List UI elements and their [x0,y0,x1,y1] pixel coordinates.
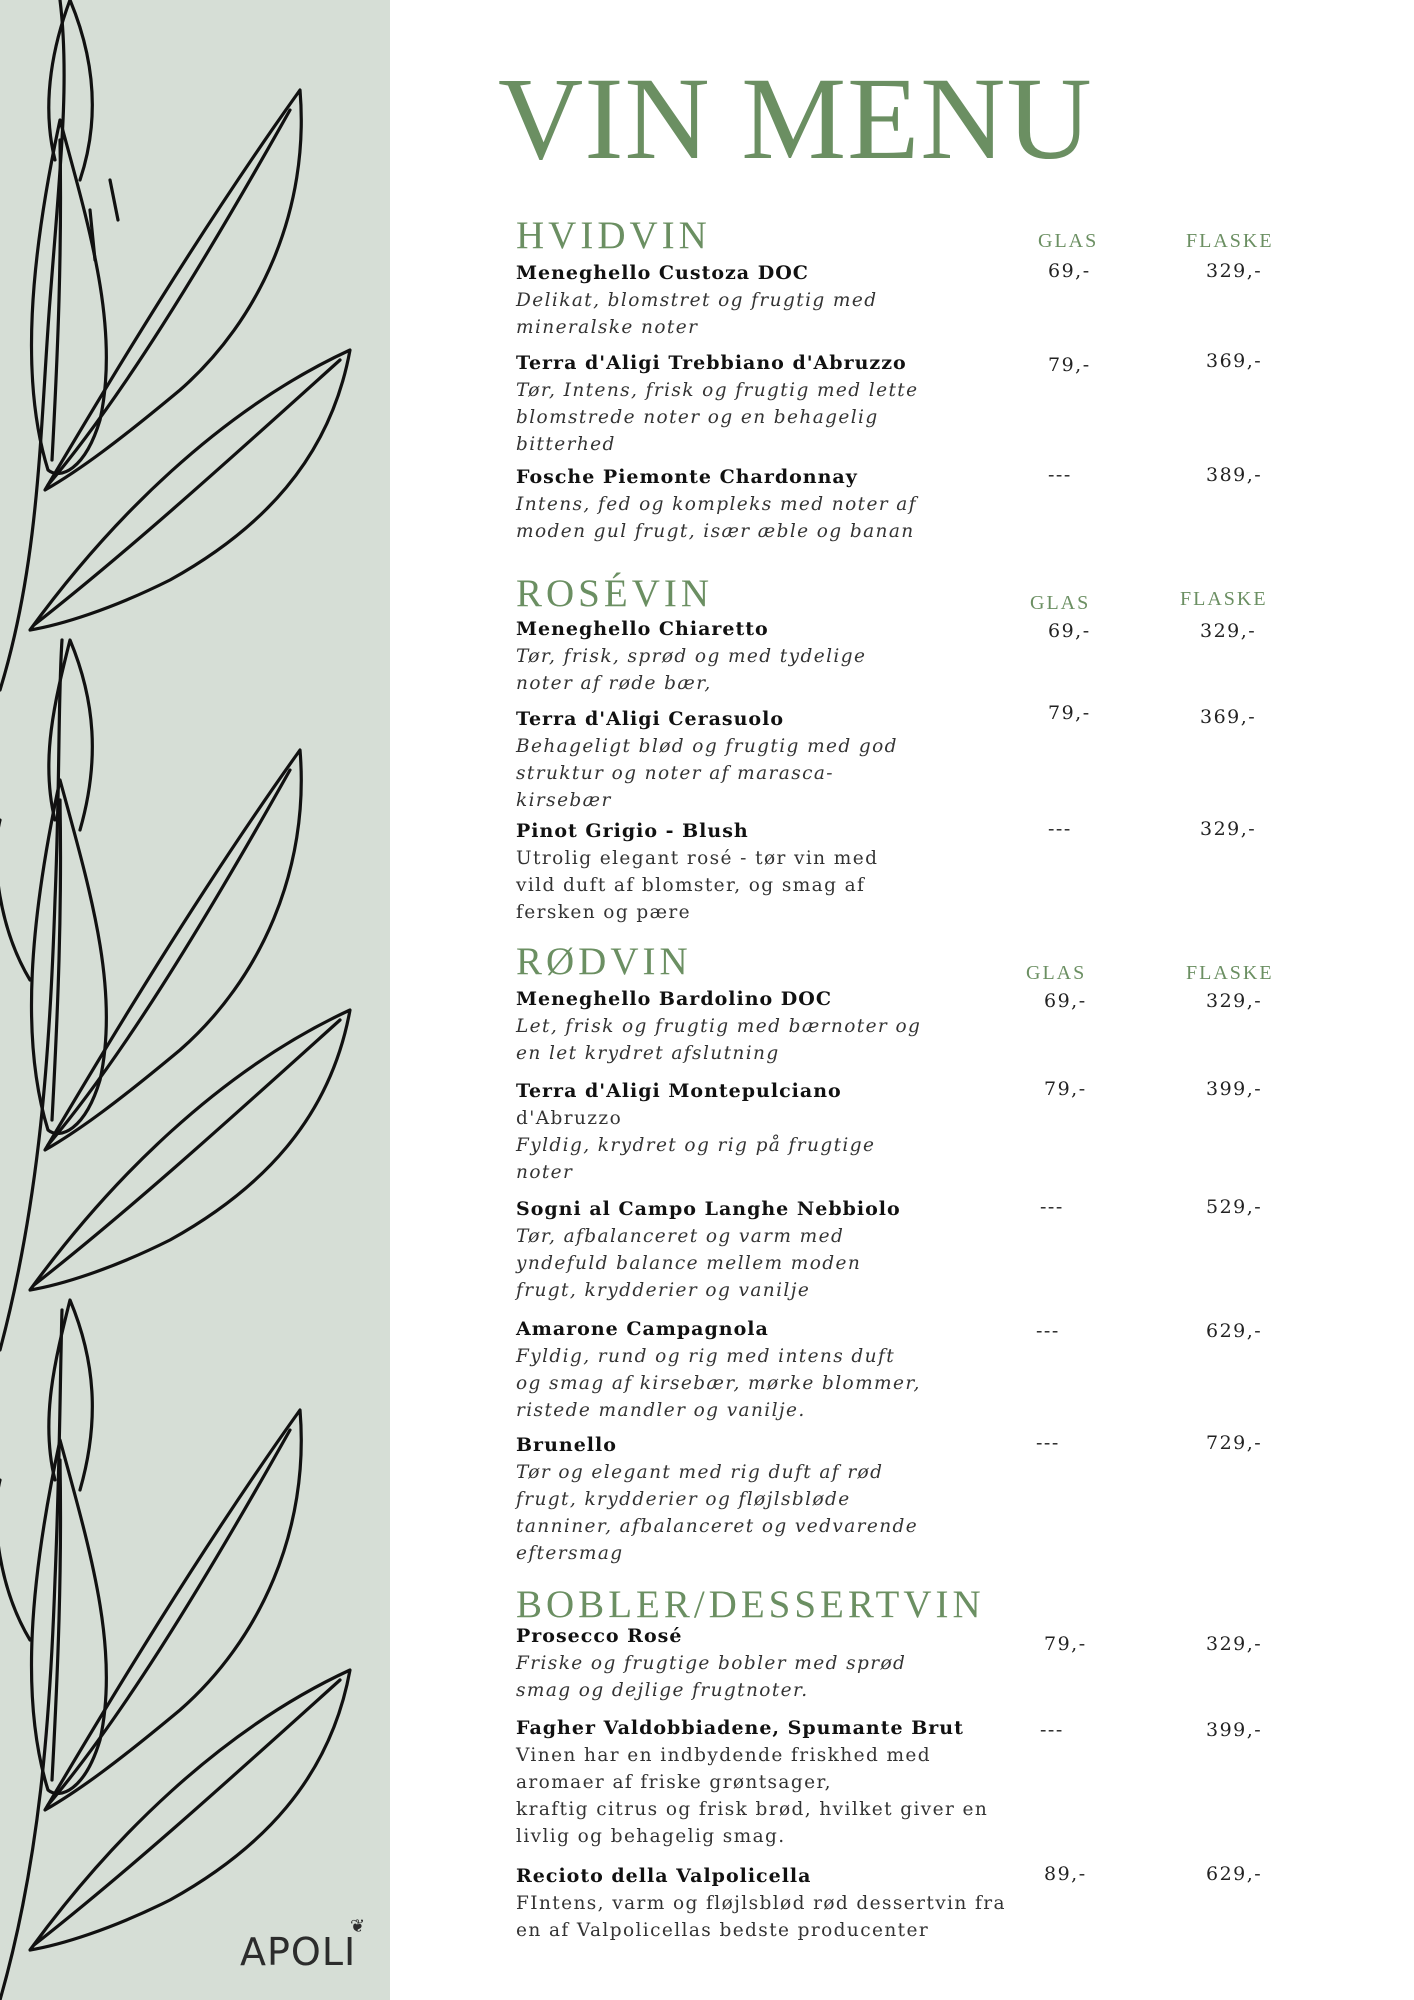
price-glass: --- [1048,818,1072,840]
price-glass: 69,- [1044,990,1087,1012]
price-glass: --- [1040,1719,1064,1741]
column-header-bottle: FLASKE [1186,962,1274,984]
section-rosevin [516,572,1316,923]
section-title: BOBLER/DESSERTVIN [516,1583,985,1626]
wine-item [516,1316,1316,1424]
price-bottle: 329,- [1206,1633,1263,1655]
wine-name: Terra d'Aligi Trebbiano d'Abruzzo [516,352,907,374]
wine-description: Tør og elegant med rig duft af rød frugt, krydderier og fløjlsbløde tanniner, afbalanceret og vedvarende eftersmag [516,1462,919,1564]
wine-item [516,702,1316,814]
section-title: RØDVIN [516,940,692,983]
price-glass: 79,- [1048,354,1091,376]
price-glass: 69,- [1048,620,1091,642]
section-title: HVIDVIN [516,214,711,257]
wine-description: Tør, afbalanceret og varm med yndefuld balance mellem moden frugt, krydderier og vanilje [516,1226,862,1301]
price-bottle: 329,- [1200,818,1257,840]
wine-item [516,464,1316,545]
section-title: ROSÉVIN [516,572,714,615]
price-bottle: 329,- [1200,620,1257,642]
wine-item [516,1715,1316,1850]
wine-description: Delikat, blomstret og frugtig med mineralske noter [516,290,878,338]
wine-name: Meneghello Chiaretto [516,618,769,640]
wine-name: Amarone Campagnola [516,1318,769,1340]
wine-description: Fyldig, krydret og rig på frugtige noter [516,1135,876,1183]
price-glass: 79,- [1048,702,1091,724]
wine-name: Brunello [516,1434,617,1456]
wine-item [516,1432,1316,1567]
leaf-branch-illustration [0,0,390,2000]
wine-item [516,1863,1316,1944]
price-glass: --- [1036,1320,1060,1342]
wine-name: Terra d'Aligi Montepulciano [516,1080,842,1102]
wine-item [516,818,1316,926]
wine-description: Tør, frisk, sprød og med tydelige noter af røde bær, [516,646,867,694]
wine-description: Behageligt blød og frugtig med god struktur og noter af marasca- kirsebær [516,736,898,811]
price-bottle: 369,- [1206,350,1263,372]
wine-name-continued: d'Abruzzo [516,1108,623,1129]
price-bottle: 729,- [1206,1432,1263,1454]
wine-description: Vinen har en indbydende friskhed med aromaer af friske grøntsager, kraftig citrus og frisk brød, hvilket giver en livlig og behagelig smag. [516,1745,989,1847]
wine-item [516,350,1316,458]
section-hvidvin [516,214,1316,542]
wine-name: Pinot Grigio - Blush [516,820,749,842]
price-glass: --- [1048,464,1072,486]
wine-description: Utrolig elegant rosé - tør vin med vild duft af blomster, og smag af fersken og pære [516,848,879,923]
column-header-bottle: FLASKE [1180,588,1268,610]
price-bottle: 629,- [1206,1320,1263,1342]
price-glass: 89,- [1044,1863,1087,1885]
wine-description: FIntens, varm og fløjlsblød rød dessertvin fra en af Valpolicellas bedste producenter [516,1893,1006,1941]
wine-name: Terra d'Aligi Cerasuolo [516,708,784,730]
section-rodvin [516,940,1316,1564]
wine-name: Fosche Piemonte Chardonnay [516,466,858,488]
wine-item [516,986,1316,1067]
price-bottle: 369,- [1200,706,1257,728]
price-bottle: 399,- [1206,1719,1263,1741]
price-bottle: 529,- [1206,1196,1263,1218]
page-title: VIN MENU [498,53,1093,184]
column-header-glass: GLAS [1030,592,1091,614]
wine-description: Tør, Intens, frisk og frugtig med lette blomstrede noter og en behagelig bitterhed [516,380,919,455]
wine-name: Meneghello Custoza DOC [516,262,809,284]
decorative-sidebar [0,0,390,2000]
column-header-glass: GLAS [1026,962,1087,984]
price-glass: --- [1040,1196,1064,1218]
wine-name: Prosecco Rosé [516,1625,683,1647]
wine-name: Recioto della Valpolicella [516,1865,812,1887]
brand-name: APOLI [240,1930,357,1974]
wine-item [516,260,1316,341]
logo-leaf-icon: ❦ [350,1916,367,1937]
price-bottle: 399,- [1206,1078,1263,1100]
wine-name: Meneghello Bardolino DOC [516,988,832,1010]
price-glass: 79,- [1044,1633,1087,1655]
price-glass: 79,- [1044,1078,1087,1100]
price-bottle: 629,- [1206,1863,1263,1885]
price-bottle: 329,- [1206,260,1263,282]
wine-description: Let, frisk og frugtig med bærnoter og en let krydret afslutning [516,1016,922,1064]
price-bottle: 389,- [1206,464,1263,486]
price-glass: 69,- [1048,260,1091,282]
wine-description: Friske og frugtige bobler med sprød smag og dejlige frugtnoter. [516,1653,907,1701]
column-header-bottle: FLASKE [1186,230,1274,252]
wine-item [516,1623,1316,1704]
wine-item [516,616,1316,697]
price-bottle: 329,- [1206,990,1263,1012]
wine-name: Sogni al Campo Langhe Nebbiolo [516,1198,901,1220]
wine-item [516,1196,1316,1304]
column-header-glass: GLAS [1038,230,1099,252]
apoli-logo [240,1916,367,1974]
price-glass: --- [1036,1432,1060,1454]
section-bobler-dessertvin [516,1583,1316,1941]
wine-description: Fyldig, rund og rig med intens duft og smag af kirsebær, mørke blommer, ristede mandler og vanilje. [516,1346,921,1421]
wine-item [516,1078,1316,1186]
wine-name: Fagher Valdobbiadene, Spumante Brut [516,1717,964,1739]
wine-description: Intens, fed og kompleks med noter af moden gul frugt, især æble og banan [516,494,917,542]
